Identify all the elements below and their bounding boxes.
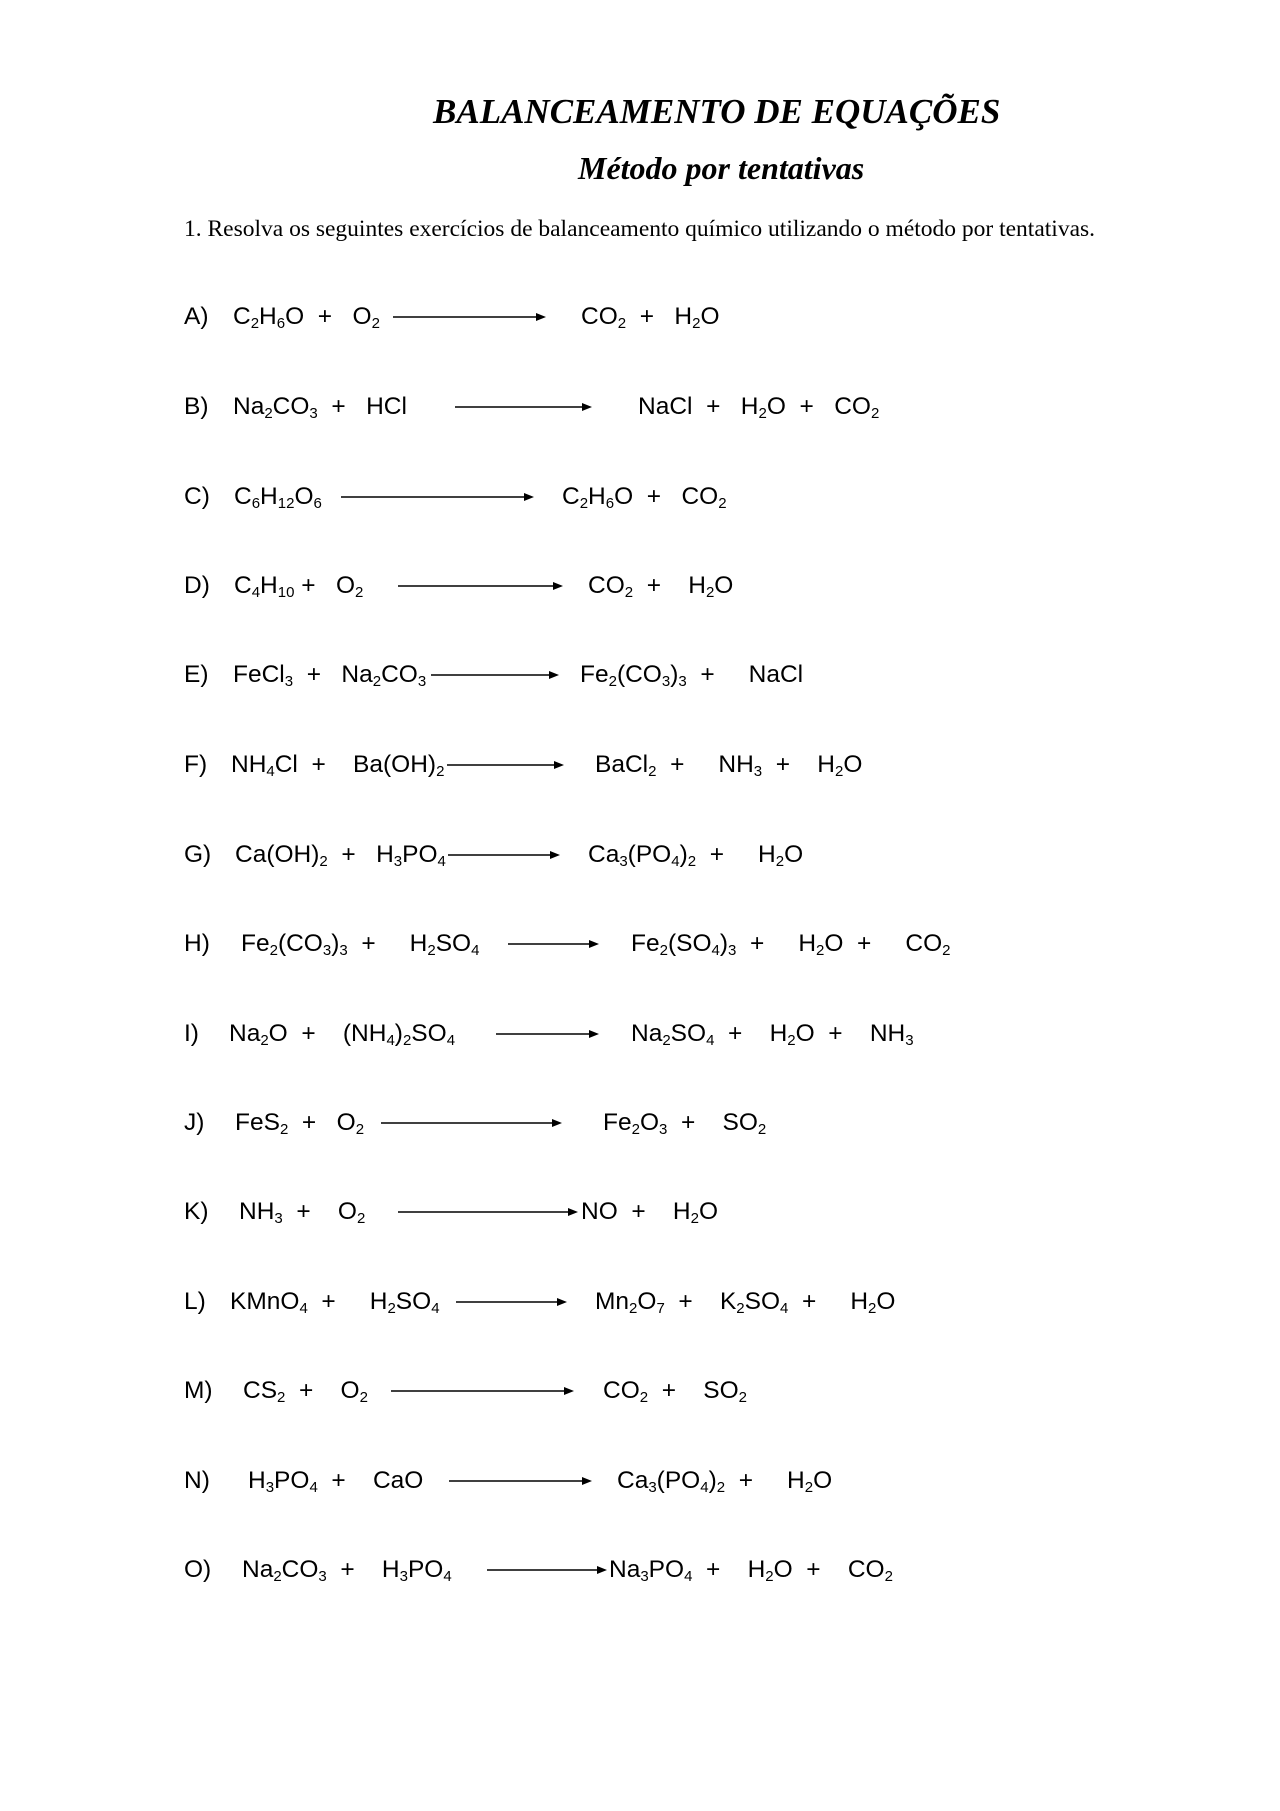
products: $CO_2$ + $H_2O$ [588,572,734,601]
products: $Ca_3(PO_4)_2$ + $H_2O$ [617,1467,833,1496]
reaction-arrow-icon [381,1117,562,1129]
reactants: $CS_2$ + $O_2$ [243,1377,368,1406]
products: $CO_2$ + $SO_2$ [603,1377,747,1406]
reactants: $C_4H_{10} + O_2$ [234,572,364,601]
equation-row [0,1282,1280,1322]
equation-row [0,1550,1280,1590]
equation-label: D) [184,572,210,599]
products: $Fe_2(CO_3)_3$ + NaCl [580,661,804,690]
reaction-arrow-icon [431,669,559,681]
reactants: KMnO$_4$ + $H_2SO_4$ [230,1288,440,1317]
equation-row [0,477,1280,517]
equation-row [0,835,1280,875]
equation-label: M) [184,1377,213,1404]
equation-label: F) [184,751,208,778]
reaction-arrow-icon [448,849,560,861]
equation-row [0,387,1280,427]
equation-row [0,655,1280,695]
equation-row [0,745,1280,785]
reaction-arrow-icon [496,1028,599,1040]
exercise-instruction: 1. Resolva os seguintes exercícios de balanceamento químico utilizando o método por tentativas. [184,216,1096,242]
products: $Mn_2O_7$ + $K_2SO_4$ + $H_2O$ [595,1288,896,1317]
reactants: $Na_2CO_3$ + $H_3PO_4$ [242,1556,452,1585]
equation-label: I) [184,1020,199,1047]
equation-row [0,297,1280,337]
reactants: FeCl$_3$ + $Na_2CO_3$ [233,661,427,690]
page-subtitle: Método por tentativas [578,150,865,186]
reaction-arrow-icon [398,1206,578,1218]
equation-row [0,1192,1280,1232]
equation-label: K) [184,1198,209,1225]
equation-row [0,566,1280,606]
products: $Na_2SO_4$ + $H_2O$ + $NH_3$ [631,1020,914,1049]
products: BaCl$_2$ + $NH_3$ + $H_2O$ [595,751,863,780]
reactants: $NH_4Cl$ + $Ba(OH)_2$ [231,751,445,780]
reactants: $Na_2O$ + $(NH_4)_2SO_4$ [229,1020,456,1049]
equation-label: O) [184,1556,212,1583]
equation-row [0,1461,1280,1501]
reaction-arrow-icon [398,580,563,592]
reaction-arrow-icon [456,1296,567,1308]
equation-row [0,924,1280,964]
products: $CO_2 + H_2O$ [581,303,720,332]
reaction-arrow-icon [393,311,546,323]
products: $Na_3PO_4$ + $H_2O$ + $CO_2$ [609,1556,893,1585]
equation-label: G) [184,841,212,868]
equation-label: C) [184,483,210,510]
equation-row [0,1371,1280,1411]
equation-label: H) [184,930,210,957]
reaction-arrow-icon [341,491,534,503]
equation-label: B) [184,393,209,420]
equation-label: A) [184,303,209,330]
reaction-arrow-icon [508,938,599,950]
equation-label: E) [184,661,209,688]
reactants: $Na_2CO_3$ + HCl [233,393,407,422]
reactants: $NH_3$ + $O_2$ [239,1198,366,1227]
reactants: $H_3PO_4$ + CaO [248,1467,424,1496]
reaction-arrow-icon [449,1475,592,1487]
equation-label: L) [184,1288,206,1315]
reaction-arrow-icon [487,1564,607,1576]
equation-row [0,1103,1280,1143]
products: NaCl + $H_2O + CO_2$ [638,393,880,422]
products: NO + $H_2O$ [581,1198,718,1227]
reactants: $Fe_2(CO_3)_3$ + $H_2SO_4$ [241,930,480,959]
reactants: $Ca(OH)_2 + H_3PO_4$ [235,841,446,870]
reaction-arrow-icon [391,1385,574,1397]
equation-label: J) [184,1109,205,1136]
reactants: $C_2H_6O + O_2$ [233,303,380,332]
products: $Fe_2(SO_4)_3$ + $H_2O$ + $CO_2$ [631,930,951,959]
equation-label: N) [184,1467,210,1494]
reactants: $C_6H_{12}O_6$ [234,483,322,512]
reactants: $FeS_2 + O_2$ [235,1109,365,1138]
products: $C_2H_6O + CO_2$ [562,483,727,512]
equation-row [0,1014,1280,1054]
reaction-arrow-icon [447,759,564,771]
products: $Ca_3(PO_4)_2$ + $H_2O$ [588,841,804,870]
page-title: BALANCEAMENTO DE EQUAÇÕES [433,92,1001,131]
reaction-arrow-icon [455,401,592,413]
products: $Fe_2O_3$ + $SO_2$ [603,1109,767,1138]
